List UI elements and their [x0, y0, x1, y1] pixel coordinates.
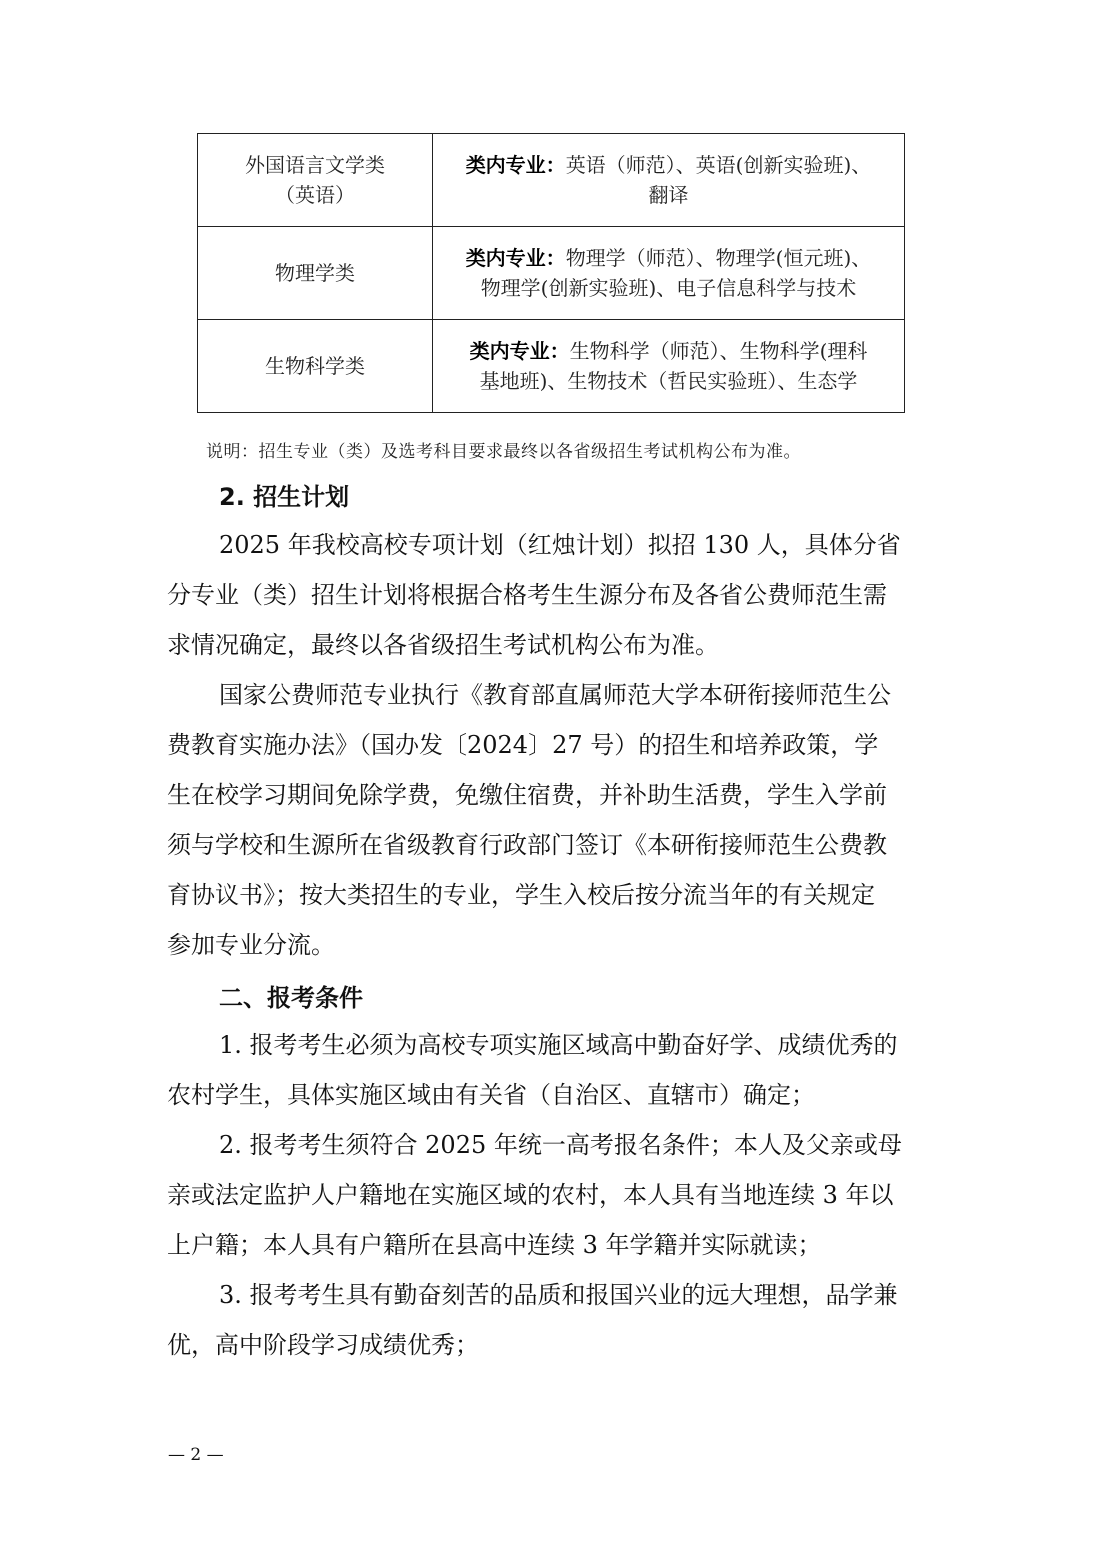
condition-item-1 — [167, 1020, 937, 1120]
majors-label: 类内专业： — [465, 246, 566, 270]
majors-cell — [433, 320, 905, 413]
text-line: 1. 报考考生必须为高校专项实施区域高中勤奋好学、成绩优秀的 — [219, 1031, 898, 1059]
text-line: 2025 年我校高校专项计划（红烛计划）拟招 130 人，具体分省 — [219, 531, 901, 559]
table-note: 说明：招生专业（类）及选考科目要求最终以各省级招生考试机构公布为准。 — [206, 442, 801, 462]
majors-text: 生物科学（师范）、生物科学(理科 — [569, 339, 868, 363]
section-heading-plan: 2. 招生计划 — [219, 483, 350, 511]
text-line: 优，高中阶段学习成绩优秀； — [167, 1331, 479, 1359]
text-line: 育协议书》；按大类招生的专业，学生入校后按分流当年的有关规定 — [167, 881, 875, 909]
majors-text: 英语（师范）、英语(创新实验班)、 — [565, 153, 872, 177]
majors-table — [197, 133, 905, 413]
text-line: 3. 报考考生具有勤奋刻苦的品质和报国兴业的远大理想，品学兼 — [219, 1281, 898, 1309]
text-line: 2. 报考考生须符合 2025 年统一高考报名条件；本人及父亲或母 — [219, 1131, 902, 1159]
majors-cell — [433, 227, 905, 320]
text-line: 参加专业分流。 — [167, 931, 335, 959]
table-row — [198, 134, 905, 227]
section-heading-conditions: 二、报考条件 — [219, 984, 363, 1012]
page-number: — 2 — — [168, 1445, 224, 1465]
category-cell — [198, 227, 433, 320]
category-cell — [198, 320, 433, 413]
table-row — [198, 227, 905, 320]
majors-text: 翻译 — [648, 183, 689, 207]
category-cell — [198, 134, 433, 227]
text-line: 上户籍；本人具有户籍所在县高中连续 3 年学籍并实际就读； — [167, 1231, 822, 1259]
category-name: 生物科学类 — [265, 354, 365, 378]
text-line: 农村学生，具体实施区域由有关省（自治区、直辖市）确定； — [167, 1081, 815, 1109]
text-line: 求情况确定，最终以各省级招生考试机构公布为准。 — [167, 631, 719, 659]
text-line: 生在校学习期间免除学费，免缴住宿费，并补助生活费，学生入学前 — [167, 781, 887, 809]
category-name: 物理学类 — [275, 261, 355, 285]
majors-text: 物理学（师范）、物理学(恒元班)、 — [565, 246, 872, 270]
condition-item-3 — [167, 1270, 937, 1370]
text-line: 国家公费师范专业执行《教育部直属师范大学本研衔接师范生公 — [219, 681, 891, 709]
majors-text: 物理学(创新实验班)、电子信息科学与技术 — [480, 276, 857, 300]
majors-label: 类内专业： — [469, 339, 570, 363]
majors-text: 基地班)、生物技术（哲民实验班）、生态学 — [479, 369, 858, 393]
majors-label: 类内专业： — [465, 153, 566, 177]
paragraph-plan-quota — [167, 520, 937, 670]
paragraph-policy — [167, 670, 937, 970]
majors-cell — [433, 134, 905, 227]
text-line: 亲或法定监护人户籍地在实施区域的农村，本人具有当地连续 3 年以 — [167, 1181, 894, 1209]
category-name: 外国语言文学类 — [245, 153, 385, 177]
text-line: 须与学校和生源所在省级教育行政部门签订《本研衔接师范生公费教 — [167, 831, 887, 859]
category-name-sub: （英语） — [275, 183, 355, 207]
table-row — [198, 320, 905, 413]
condition-item-2 — [167, 1120, 937, 1270]
text-line: 分专业（类）招生计划将根据合格考生生源分布及各省公费师范生需 — [167, 581, 887, 609]
text-line: 费教育实施办法》（国办发〔2024〕27 号）的招生和培养政策，学 — [167, 731, 879, 759]
